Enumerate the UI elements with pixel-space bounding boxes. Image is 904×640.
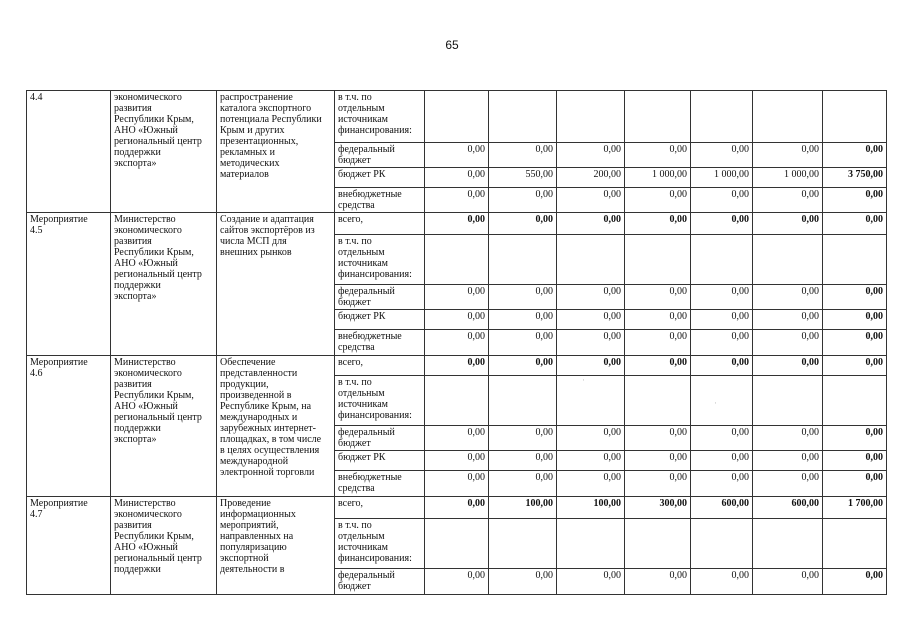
value-cell: 0,00	[425, 188, 489, 213]
empty-cell	[557, 519, 625, 569]
funding-source-label: в т.ч. по отдельным источникам финансирования:	[338, 92, 412, 136]
total-value-cell: 1 700,00	[823, 497, 887, 519]
value-cell: 0,00	[625, 188, 691, 213]
value-cell: 0,00	[425, 426, 489, 451]
value-cell: 0,00	[625, 213, 691, 235]
empty-cell	[823, 519, 887, 569]
measure-cell	[27, 497, 111, 595]
value-cell: 0,00	[753, 330, 823, 356]
value-cell: 1 000,00	[691, 168, 753, 188]
funding-source-cell	[335, 519, 425, 569]
empty-cell	[823, 91, 887, 143]
value-cell: 100,00	[557, 497, 625, 519]
value-cell: 0,00	[425, 168, 489, 188]
value-cell: 0,00	[625, 356, 691, 376]
value-cell: 0,00	[489, 213, 557, 235]
total-value-cell: 0,00	[823, 426, 887, 451]
value-cell: 0,00	[625, 285, 691, 310]
empty-cell	[753, 235, 823, 285]
value-cell: 600,00	[753, 497, 823, 519]
empty-cell	[425, 235, 489, 285]
empty-cell	[823, 235, 887, 285]
empty-cell	[557, 235, 625, 285]
description-cell-text: Проведение информационных мероприятий, направленных на популяризацию экспортной деятельности в	[220, 498, 296, 575]
value-cell: 1 000,00	[753, 168, 823, 188]
budget-table	[26, 90, 887, 595]
value-cell: 0,00	[489, 310, 557, 330]
total-value-cell: 0,00	[823, 213, 887, 235]
scan-speck: ·	[714, 398, 717, 408]
total-value-cell: 0,00	[823, 285, 887, 310]
measure-cell-text: Мероприятие 4.5	[30, 214, 88, 236]
value-cell: 1 000,00	[625, 168, 691, 188]
total-value-cell: 0,00	[823, 188, 887, 213]
value-cell: 0,00	[557, 569, 625, 595]
executor-cell-text: экономического развития Республики Крым, АНО «Южный региональный центр поддержки экспорта»	[114, 92, 202, 169]
value-cell: 550,00	[489, 168, 557, 188]
funding-source-cell	[335, 471, 425, 497]
value-cell: 0,00	[489, 356, 557, 376]
value-cell: 0,00	[425, 143, 489, 168]
empty-cell	[489, 376, 557, 426]
value-cell: 0,00	[691, 426, 753, 451]
value-cell: 0,00	[625, 451, 691, 471]
executor-cell-text: Министерство экономического развития Республики Крым, АНО «Южный региональный центр поддержки экспорта»	[114, 214, 202, 302]
value-cell: 0,00	[691, 188, 753, 213]
value-cell: 0,00	[753, 569, 823, 595]
value-cell: 0,00	[425, 471, 489, 497]
value-cell: 0,00	[753, 285, 823, 310]
funding-source-label: всего,	[338, 214, 364, 225]
value-cell: 0,00	[425, 497, 489, 519]
empty-cell	[691, 235, 753, 285]
total-value-cell: 0,00	[823, 310, 887, 330]
value-cell: 0,00	[489, 285, 557, 310]
value-cell: 0,00	[753, 213, 823, 235]
funding-source-cell	[335, 569, 425, 595]
total-value-cell: 0,00	[823, 451, 887, 471]
funding-source-label: в т.ч. по отдельным источникам финансирования:	[338, 377, 412, 421]
total-value-cell: 0,00	[823, 330, 887, 356]
value-cell: 0,00	[425, 213, 489, 235]
value-cell: 0,00	[753, 143, 823, 168]
description-cell-text: Обеспечение представленности продукции, произведенной в Республике Крым, на международных и зарубежных интернет- площадках, в том числе в целях осуществления международной электронной торговли	[220, 357, 322, 478]
executor-cell-text: Министерство экономического развития Республики Крым, АНО «Южный региональный центр поддержки	[114, 498, 202, 575]
page-number: 65	[445, 38, 459, 52]
value-cell: 0,00	[625, 569, 691, 595]
empty-cell	[625, 376, 691, 426]
funding-source-cell	[335, 143, 425, 168]
value-cell: 0,00	[489, 188, 557, 213]
value-cell: 0,00	[557, 310, 625, 330]
value-cell: 0,00	[557, 330, 625, 356]
funding-source-label: внебюджетные средства	[338, 189, 402, 211]
executor-cell	[111, 356, 217, 497]
measure-cell	[27, 356, 111, 497]
funding-source-label: в т.ч. по отдельным источникам финансирования:	[338, 520, 412, 564]
value-cell: 0,00	[691, 569, 753, 595]
value-cell: 0,00	[691, 213, 753, 235]
measure-cell-text: Мероприятие 4.6	[30, 357, 88, 379]
funding-source-cell	[335, 91, 425, 143]
value-cell: 0,00	[625, 310, 691, 330]
value-cell: 0,00	[691, 310, 753, 330]
empty-cell	[691, 91, 753, 143]
value-cell: 0,00	[557, 426, 625, 451]
value-cell: 0,00	[425, 451, 489, 471]
description-cell-text: Создание и адаптация сайтов экспортёров из числа МСП для внешних рынков	[220, 214, 315, 258]
executor-cell	[111, 91, 217, 213]
empty-cell	[489, 91, 557, 143]
scan-speck: ·	[582, 375, 585, 385]
funding-source-cell	[335, 330, 425, 356]
empty-cell	[489, 235, 557, 285]
value-cell: 0,00	[489, 569, 557, 595]
value-cell: 0,00	[489, 471, 557, 497]
total-value-cell: 0,00	[823, 569, 887, 595]
funding-source-cell	[335, 235, 425, 285]
value-cell: 0,00	[625, 426, 691, 451]
funding-source-cell	[335, 426, 425, 451]
value-cell: 0,00	[425, 356, 489, 376]
measure-cell-text: Мероприятие 4.7	[30, 498, 88, 520]
value-cell: 0,00	[557, 471, 625, 497]
value-cell: 0,00	[753, 356, 823, 376]
value-cell: 0,00	[557, 188, 625, 213]
value-cell: 200,00	[557, 168, 625, 188]
description-cell	[217, 213, 335, 356]
funding-source-cell	[335, 497, 425, 519]
value-cell: 0,00	[691, 356, 753, 376]
table-row	[27, 356, 887, 376]
table-row	[27, 91, 887, 143]
empty-cell	[489, 519, 557, 569]
value-cell: 0,00	[425, 569, 489, 595]
value-cell: 0,00	[691, 330, 753, 356]
funding-source-label: федеральный бюджет	[338, 570, 395, 592]
empty-cell	[691, 376, 753, 426]
value-cell: 600,00	[691, 497, 753, 519]
empty-cell	[823, 376, 887, 426]
empty-cell	[753, 91, 823, 143]
value-cell: 0,00	[489, 426, 557, 451]
value-cell: 0,00	[753, 451, 823, 471]
funding-source-label: бюджет РК	[338, 311, 386, 322]
description-cell	[217, 497, 335, 595]
total-value-cell: 3 750,00	[823, 168, 887, 188]
value-cell: 0,00	[489, 143, 557, 168]
value-cell: 0,00	[625, 143, 691, 168]
funding-source-cell	[335, 356, 425, 376]
funding-source-label: всего,	[338, 357, 364, 368]
empty-cell	[425, 91, 489, 143]
measure-cell-text: 4.4	[30, 92, 43, 103]
description-cell	[217, 356, 335, 497]
funding-source-label: федеральный бюджет	[338, 286, 395, 308]
funding-source-label: бюджет РК	[338, 169, 386, 180]
value-cell: 0,00	[625, 330, 691, 356]
empty-cell	[557, 91, 625, 143]
value-cell: 0,00	[691, 285, 753, 310]
value-cell: 0,00	[425, 310, 489, 330]
value-cell: 0,00	[691, 471, 753, 497]
value-cell: 0,00	[753, 426, 823, 451]
funding-source-label: федеральный бюджет	[338, 427, 395, 449]
value-cell: 0,00	[753, 310, 823, 330]
funding-source-cell	[335, 285, 425, 310]
total-value-cell: 0,00	[823, 471, 887, 497]
executor-cell-text: Министерство экономического развития Республики Крым, АНО «Южный региональный центр поддержки экспорта»	[114, 357, 202, 445]
value-cell: 0,00	[691, 143, 753, 168]
empty-cell	[691, 519, 753, 569]
funding-source-label: внебюджетные средства	[338, 472, 402, 494]
empty-cell	[625, 519, 691, 569]
value-cell: 0,00	[425, 330, 489, 356]
funding-source-cell	[335, 376, 425, 426]
funding-source-cell	[335, 213, 425, 235]
value-cell: 0,00	[489, 451, 557, 471]
description-cell-text: распространение каталога экспортного потенциала Республики Крым и других презентационных, рекламных и методических материалов	[220, 92, 322, 180]
empty-cell	[753, 519, 823, 569]
value-cell: 0,00	[557, 143, 625, 168]
description-cell	[217, 91, 335, 213]
value-cell: 0,00	[625, 471, 691, 497]
total-value-cell: 0,00	[823, 143, 887, 168]
measure-cell	[27, 91, 111, 213]
table-row	[27, 213, 887, 235]
funding-source-cell	[335, 310, 425, 330]
executor-cell	[111, 497, 217, 595]
empty-cell	[625, 91, 691, 143]
value-cell: 0,00	[489, 330, 557, 356]
funding-source-label: федеральный бюджет	[338, 144, 395, 166]
funding-source-cell	[335, 168, 425, 188]
empty-cell	[425, 519, 489, 569]
value-cell: 0,00	[753, 471, 823, 497]
empty-cell	[557, 376, 625, 426]
funding-source-cell	[335, 188, 425, 213]
value-cell: 0,00	[557, 356, 625, 376]
total-value-cell: 0,00	[823, 356, 887, 376]
funding-source-cell	[335, 451, 425, 471]
funding-source-label: бюджет РК	[338, 452, 386, 463]
value-cell: 0,00	[557, 285, 625, 310]
value-cell: 100,00	[489, 497, 557, 519]
value-cell: 0,00	[425, 285, 489, 310]
value-cell: 0,00	[557, 213, 625, 235]
measure-cell	[27, 213, 111, 356]
executor-cell	[111, 213, 217, 356]
empty-cell	[625, 235, 691, 285]
funding-source-label: в т.ч. по отдельным источникам финансирования:	[338, 236, 412, 280]
value-cell: 0,00	[691, 451, 753, 471]
funding-source-label: всего,	[338, 498, 364, 509]
empty-cell	[425, 376, 489, 426]
empty-cell	[753, 376, 823, 426]
value-cell: 300,00	[625, 497, 691, 519]
table-row	[27, 497, 887, 519]
value-cell: 0,00	[557, 451, 625, 471]
value-cell: 0,00	[753, 188, 823, 213]
funding-source-label: внебюджетные средства	[338, 331, 402, 353]
